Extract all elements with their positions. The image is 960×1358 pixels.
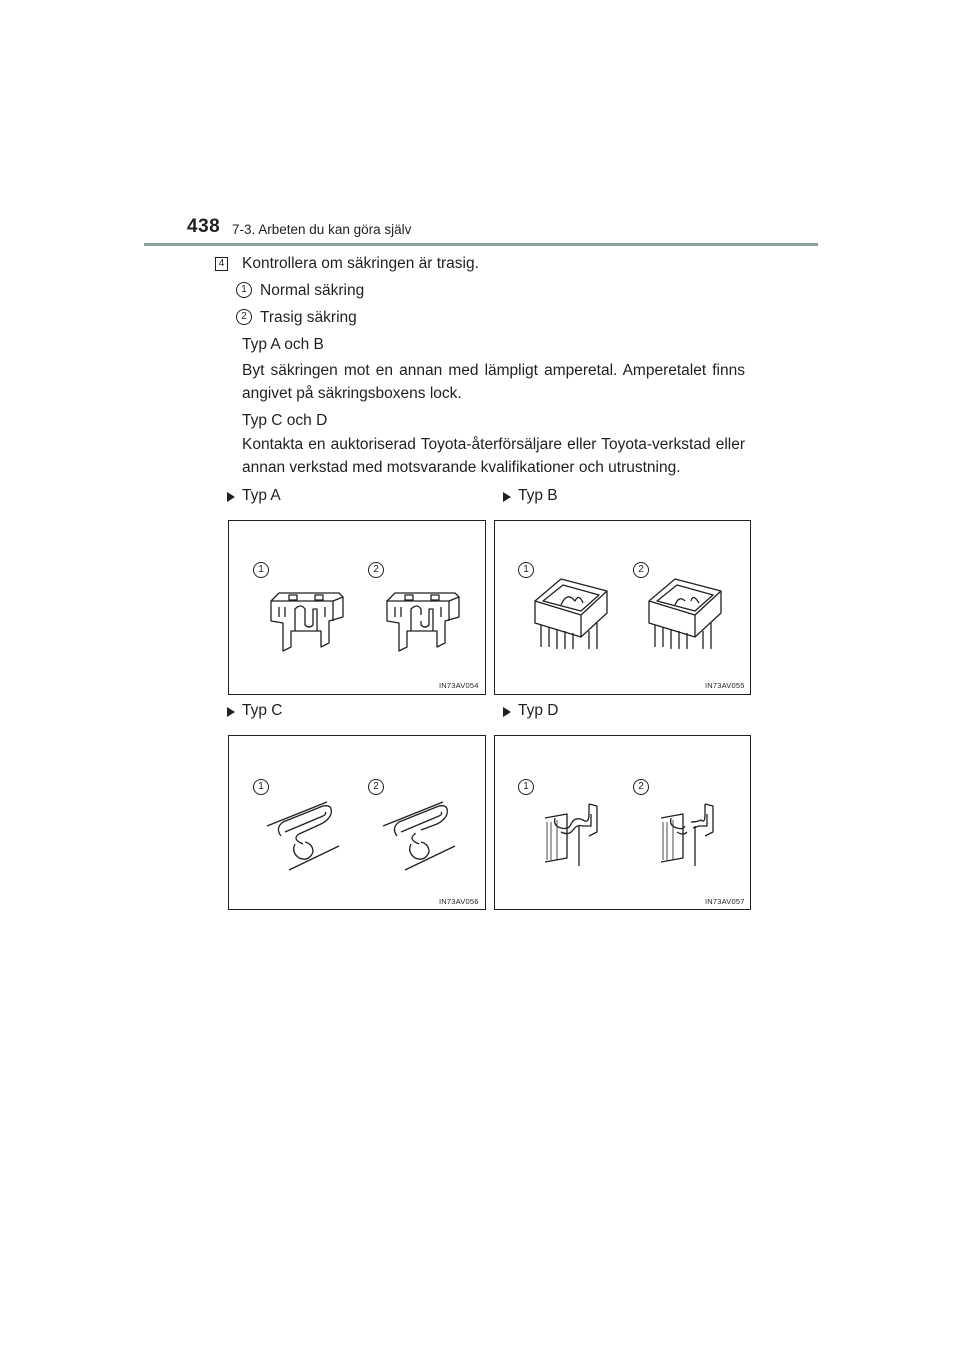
type-a-fuse-illustration <box>229 521 485 694</box>
triangle-bullet-icon <box>227 707 235 717</box>
type-cd-heading: Typ C och D <box>242 412 328 429</box>
figure-caption-type-d: Typ D <box>518 702 559 719</box>
figure-caption-type-a: Typ A <box>242 487 281 504</box>
triangle-bullet-icon <box>503 707 511 717</box>
figure-type-b <box>494 520 751 695</box>
figure-caption-type-c: Typ C <box>242 702 283 719</box>
figure-type-c <box>228 735 486 910</box>
triangle-bullet-icon <box>503 492 511 502</box>
figure-label-2: 2 <box>633 562 649 578</box>
type-ab-heading: Typ A och B <box>242 336 324 353</box>
figure-label-1: 1 <box>253 562 269 578</box>
figure-code: IN73AV054 <box>439 681 479 690</box>
type-b-fuse-illustration <box>495 521 750 694</box>
figure-label-1: 1 <box>518 562 534 578</box>
figure-caption-type-b: Typ B <box>518 487 558 504</box>
type-c-fuse-illustration <box>229 736 485 909</box>
figure-label-2: 2 <box>368 779 384 795</box>
figure-type-d <box>494 735 751 910</box>
item-number-2: 2 <box>236 309 252 325</box>
header-rule <box>144 243 818 246</box>
item-number-1: 1 <box>236 282 252 298</box>
type-cd-text: Kontakta en auktoriserad Toyota-återförsäljare eller Toyota-verkstad eller annan verkstad med motsvarande kvalifikationer och utrustning. <box>242 436 745 476</box>
figure-label-2: 2 <box>368 562 384 578</box>
item-label-blown-fuse: Trasig säkring <box>260 309 357 326</box>
section-title: 7-3. Arbeten du kan göra själv <box>232 222 412 237</box>
figure-label-1: 1 <box>518 779 534 795</box>
type-d-fuse-illustration <box>495 736 750 909</box>
figure-label-2: 2 <box>633 779 649 795</box>
page-number: 438 <box>187 216 221 237</box>
figure-code: IN73AV056 <box>439 897 479 906</box>
triangle-bullet-icon <box>227 492 235 502</box>
figure-code: IN73AV057 <box>705 897 745 906</box>
figure-type-a <box>228 520 486 695</box>
step-number-box: 4 <box>215 257 228 271</box>
figure-code: IN73AV055 <box>705 681 745 690</box>
item-label-normal-fuse: Normal säkring <box>260 282 365 299</box>
type-ab-text: Byt säkringen mot en annan med lämpligt amperetal. Amperetalet finns angivet på säkringsboxens lock. <box>242 362 745 402</box>
figure-label-1: 1 <box>253 779 269 795</box>
step-text: Kontrollera om säkringen är trasig. <box>242 255 479 272</box>
